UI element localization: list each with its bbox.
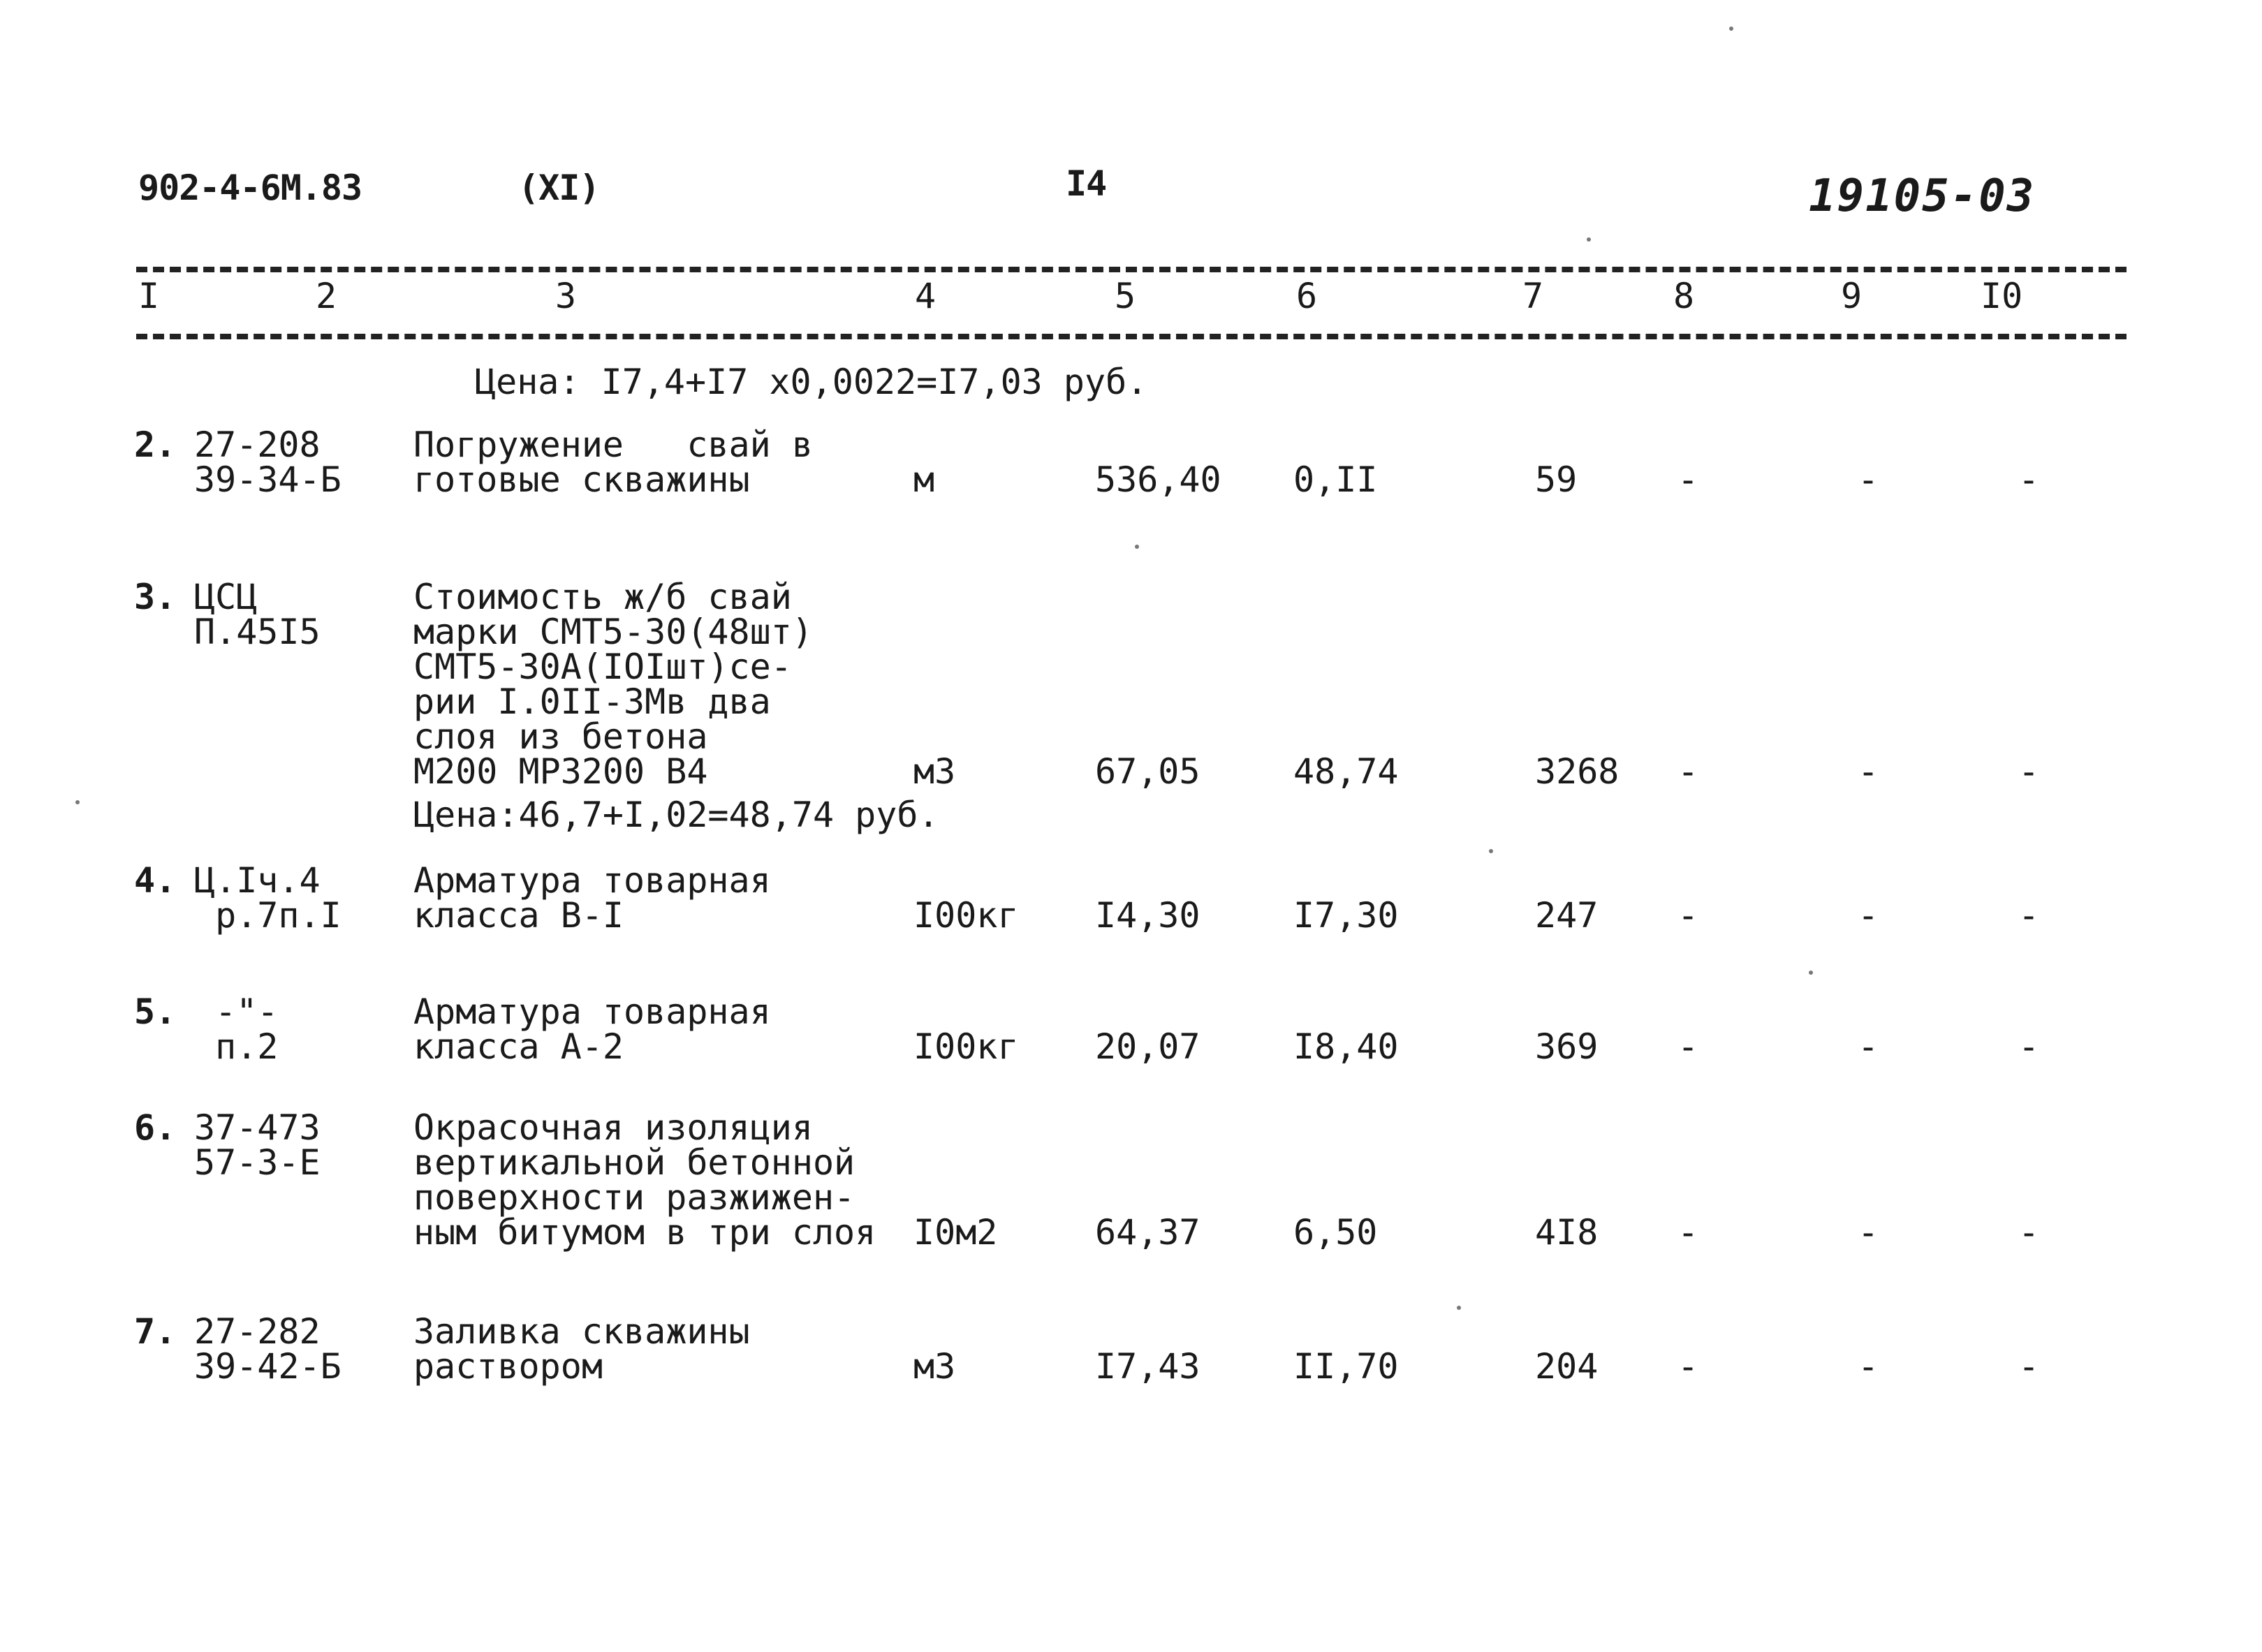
column-number: 3 bbox=[555, 276, 577, 316]
row-col10: - bbox=[2018, 751, 2040, 792]
price-note: Цена: I7,4+I7 х0,0022=I7,03 руб. bbox=[475, 362, 1148, 402]
row-total-cost: 247 bbox=[1535, 895, 1599, 936]
row-col10: - bbox=[2018, 895, 2040, 936]
row-code: ЦСЦ П.45I5 bbox=[194, 577, 321, 652]
row-quantity: 536,40 bbox=[1095, 459, 1221, 500]
row-description: Арматура товарная класса В-I bbox=[413, 860, 771, 936]
row-quantity: I7,43 bbox=[1095, 1346, 1200, 1387]
row-quantity: 64,37 bbox=[1095, 1212, 1200, 1253]
row-number: 6. bbox=[134, 1107, 177, 1148]
row-code: Ц.Iч.4 р.7п.I bbox=[194, 860, 341, 936]
row-col10: - bbox=[2018, 1026, 2040, 1067]
row-code: 37-473 57-3-Е bbox=[194, 1107, 321, 1183]
row-unit-price: 6,50 bbox=[1293, 1212, 1378, 1253]
document-number: 902-4-6М.83 bbox=[138, 168, 362, 208]
row-code: 27-282 39-42-Б bbox=[194, 1311, 341, 1387]
column-number: 8 bbox=[1673, 276, 1695, 316]
page-number: I4 bbox=[1066, 163, 1107, 204]
row-number: 2. bbox=[134, 425, 177, 465]
row-number: 3. bbox=[134, 577, 177, 617]
row-unit-price: 0,II bbox=[1293, 459, 1378, 500]
row-unit: I00кг bbox=[913, 1026, 1019, 1067]
scan-speck bbox=[1457, 1306, 1461, 1310]
section-number: (XI) bbox=[518, 168, 600, 208]
row-col8: - bbox=[1677, 1212, 1699, 1253]
row-quantity: 67,05 bbox=[1095, 751, 1200, 792]
row-unit: I00кг bbox=[913, 895, 1019, 936]
scan-speck bbox=[1809, 971, 1813, 975]
row-quantity: 20,07 bbox=[1095, 1026, 1200, 1067]
row-code: 27-208 39-34-Б bbox=[194, 425, 341, 500]
row-quantity: I4,30 bbox=[1095, 895, 1200, 936]
row-col9: - bbox=[1858, 1212, 1879, 1253]
row-total-cost: 369 bbox=[1535, 1026, 1599, 1067]
column-number: I0 bbox=[1981, 276, 2023, 316]
row-unit: м bbox=[913, 459, 935, 500]
row-description: Арматура товарная класса А-2 bbox=[413, 991, 771, 1067]
row-number: 4. bbox=[134, 860, 177, 901]
row-col10: - bbox=[2018, 1346, 2040, 1387]
row-number: 7. bbox=[134, 1311, 177, 1352]
row-col8: - bbox=[1677, 751, 1699, 792]
row-col9: - bbox=[1858, 1026, 1879, 1067]
row-col10: - bbox=[2018, 459, 2040, 500]
column-number: 2 bbox=[316, 276, 337, 316]
row-col9: - bbox=[1858, 751, 1879, 792]
row-price-note: Цена:46,7+I,02=48,74 руб. bbox=[413, 795, 939, 835]
row-col9: - bbox=[1858, 895, 1879, 936]
scan-speck bbox=[75, 800, 80, 804]
scan-speck bbox=[1135, 545, 1139, 549]
header-top-rule bbox=[136, 267, 2127, 272]
row-col9: - bbox=[1858, 1346, 1879, 1387]
header-bottom-rule bbox=[136, 334, 2127, 339]
row-unit: м3 bbox=[913, 751, 956, 792]
row-unit-price: I7,30 bbox=[1293, 895, 1399, 936]
row-unit: м3 bbox=[913, 1346, 956, 1387]
row-description: Окрасочная изоляция вертикальной бетонной поверхности разжижен- ным битумом в три слоя bbox=[413, 1107, 876, 1253]
row-col8: - bbox=[1677, 1346, 1699, 1387]
scan-speck bbox=[1729, 27, 1733, 31]
column-number: I bbox=[138, 276, 160, 316]
row-total-cost: 59 bbox=[1535, 459, 1578, 500]
row-description: Погружение свай в готовые скважины bbox=[413, 425, 813, 500]
row-total-cost: 204 bbox=[1535, 1346, 1599, 1387]
row-col8: - bbox=[1677, 895, 1699, 936]
row-number: 5. bbox=[134, 991, 177, 1032]
row-total-cost: 3268 bbox=[1535, 751, 1620, 792]
row-unit: I0м2 bbox=[913, 1212, 998, 1253]
inventory-number: 19105-03 bbox=[1809, 170, 2036, 222]
row-description: Стоимость ж/б свай марки СМТ5-30(48шт) СМТ5-30А(IOIшт)се- рии I.0II-3Мв два слоя из бетона М200 МРЗ200 В4 bbox=[413, 577, 813, 792]
row-code: -"- п.2 bbox=[215, 991, 279, 1067]
column-number: 5 bbox=[1115, 276, 1136, 316]
scan-speck bbox=[1489, 849, 1493, 853]
column-number: 4 bbox=[915, 276, 937, 316]
row-unit-price: I8,40 bbox=[1293, 1026, 1399, 1067]
column-number: 6 bbox=[1296, 276, 1318, 316]
column-number: 7 bbox=[1522, 276, 1544, 316]
row-description: Заливка скважины раствором bbox=[413, 1311, 750, 1387]
row-total-cost: 4I8 bbox=[1535, 1212, 1599, 1253]
row-col10: - bbox=[2018, 1212, 2040, 1253]
row-col8: - bbox=[1677, 1026, 1699, 1067]
row-unit-price: 48,74 bbox=[1293, 751, 1399, 792]
scan-speck bbox=[1587, 237, 1591, 242]
row-unit-price: II,70 bbox=[1293, 1346, 1399, 1387]
row-col9: - bbox=[1858, 459, 1879, 500]
row-col8: - bbox=[1677, 459, 1699, 500]
column-number: 9 bbox=[1841, 276, 1863, 316]
